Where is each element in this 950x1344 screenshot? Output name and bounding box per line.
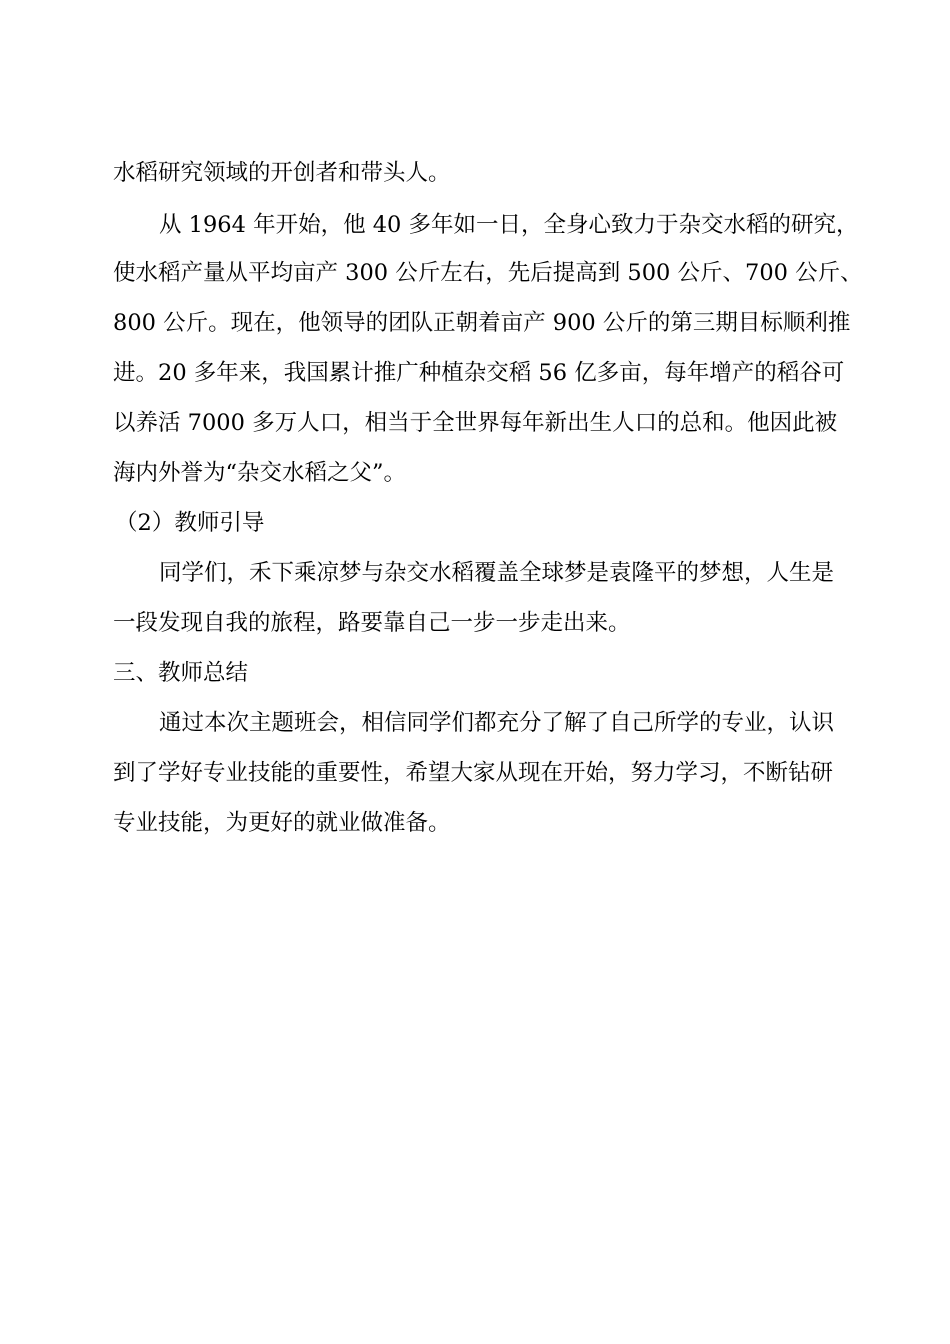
paragraph-line-11: 到了学好专业技能的重要性，希望大家从现在开始，努力学习，不断钻研 bbox=[113, 760, 834, 786]
paragraph-line-5: 进。20 多年来，我国累计推广种植杂交稻 56 亿多亩，每年增产的稻谷可 bbox=[113, 360, 845, 386]
paragraph-line-10: 通过本次主题班会，相信同学们都充分了解了自己所学的专业，认识 bbox=[159, 710, 835, 736]
paragraph-line-3: 使水稻产量从平均亩产 300 公斤左右，先后提高到 500 公斤、700 公斤、 bbox=[113, 260, 863, 286]
paragraph-line-6: 以养活 7000 多万人口，相当于全世界每年新出生人口的总和。他因此被 bbox=[113, 410, 838, 436]
paragraph-line-12: 专业技能，为更好的就业做准备。 bbox=[113, 810, 451, 836]
paragraph-line-7: 海内外誉为“杂交水稻之父”。 bbox=[113, 460, 407, 486]
section-heading-teacher-summary: 三、教师总结 bbox=[113, 660, 249, 686]
paragraph-line-8: 同学们，禾下乘凉梦与杂交水稻覆盖全球梦是袁隆平的梦想，人生是 bbox=[159, 560, 835, 586]
section-heading-teacher-guide: （2）教师引导 bbox=[115, 510, 265, 536]
paragraph-line-2: 从 1964 年开始，他 40 多年如一日，全身心致力于杂交水稻的研究， bbox=[159, 212, 859, 238]
paragraph-line-1: 水稻研究领域的开创者和带头人。 bbox=[113, 160, 451, 186]
paragraph-line-4: 800 公斤。现在，他领导的团队正朝着亩产 900 公斤的第三期目标顺利推 bbox=[113, 310, 851, 336]
paragraph-line-9: 一段发现自我的旅程，路要靠自己一步一步走出来。 bbox=[113, 610, 631, 636]
